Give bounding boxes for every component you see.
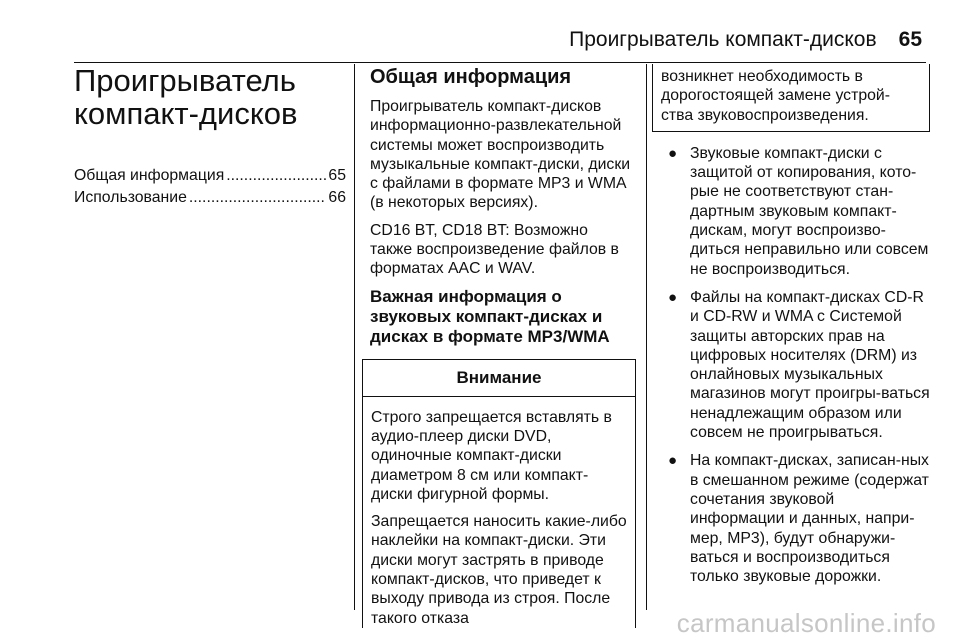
list-item-text: Файлы на компакт-дисках CD-R и CD-RW и WMA с Системой защиты авторских прав на цифровых носителях (DRM) из онлайновых музыкальных магазинов могут проигры-ваться ненадлежащим образом или совсем не проигрываться. [690,288,930,442]
bullet-icon: ● [668,144,678,162]
caution-box-continuation [652,64,930,132]
page-number: 65 [898,28,922,51]
caution-continuation-text: возникнет необходимость в дорогостоящей замене устрой-ства звуковоспроизведения. [661,68,890,124]
formats-paragraph: CD16 BT, CD18 BT: Возможно также воспроизведение файлов в форматах AAC и WAV. [370,221,619,278]
list-item [660,144,930,279]
list-item [660,288,930,442]
toc-page: 66 [328,189,346,206]
chapter-column [74,64,346,209]
toc-page: 65 [328,167,346,184]
subheading: Важная информация о звуковых компакт-дисках и дисках в формате MP3/WMA [370,286,610,346]
right-column [660,64,930,595]
toc-leader [189,187,327,209]
list-item [660,451,930,586]
toc-label: Использование [74,189,187,206]
toc-leader [226,165,326,187]
toc-label: Общая информация [74,167,225,184]
caution-label: Внимание [363,360,635,397]
bullet-icon: ● [668,288,678,306]
column-divider-left [354,64,355,610]
list-item-text: На компакт-дисках, записан-ных в смешанном режиме (содержат сочетания звуковой информации и данных, напри-мер, MP3), будут обнаружи-ваться и воспроизводиться только звуковые дорожки. [690,452,929,586]
caution-box [362,359,636,628]
main-column [370,64,632,636]
chapter-title [74,64,346,130]
caution-paragraph-2: Запрещается наносить какие-либо наклейки на компакт-диски. Эти диски могут застрять в приводе компакт-дисков, что приведет к выходу привода из строя. После такого отказа [371,513,627,627]
intro-paragraph: Проигрыватель компакт-дисков информационно-развлекательной системы может воспроизводить музыкальные компакт-диски, диски с файлами в формате MP3 и WMA (в некоторых версиях). [370,98,631,212]
bullet-list [660,144,930,587]
caution-body [363,397,635,628]
toc-entry-usage[interactable] [74,187,346,209]
watermark: carmanualsonline.info [676,608,936,638]
list-item-text: Звуковые компакт-диски с защитой от копирования, кото-рые не соответствуют стан-дартным звуковым компакт-дискам, могут воспроизво-диться неправильно или совсем не воспроизводиться. [690,144,929,278]
bullet-icon: ● [668,452,678,470]
section-title: Общая информация [370,66,572,88]
column-divider-right [646,64,647,610]
running-header [569,28,922,52]
toc-entry-general-info[interactable] [74,165,346,187]
caution-paragraph-1: Строго запрещается вставлять в аудио-плеер диски DVD, одиночные компакт-диски диаметром 8 см или компакт-диски фигурной формы. [371,408,612,503]
chapter-title-line-2: компакт-дисков [74,96,298,131]
chapter-title-line-1: Проигрыватель [74,63,296,98]
header-title: Проигрыватель компакт-дисков [569,28,877,51]
